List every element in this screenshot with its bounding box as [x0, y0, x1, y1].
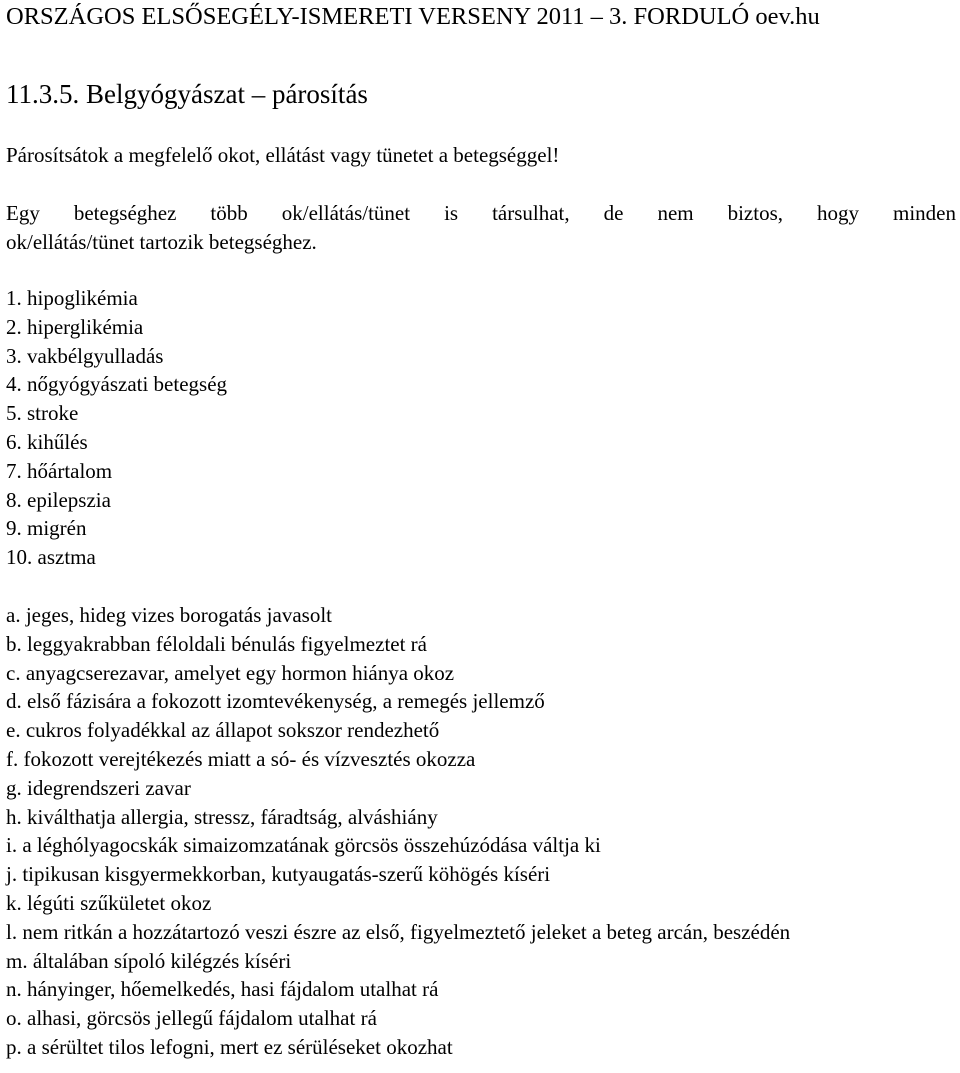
disease-item: 8. epilepszia [6, 487, 111, 512]
description-item: b. leggyakrabban féloldali bénulás figyelmeztet rá [6, 631, 427, 656]
disease-item: 4. nőgyógyászati betegség [6, 372, 228, 397]
description-item: a. jeges, hideg vizes borogatás javasolt [6, 603, 332, 627]
description-item: f. fokozott verejtékezés miatt a só- és vízvesztés okozza [6, 746, 476, 771]
instruction-text: Párosítsátok a megfelelő okot, ellátást vagy tünetet a betegséggel! [6, 143, 560, 167]
description-item: l. nem ritkán a hozzátartozó veszi észre az első, figyelmeztető jeleket a beteg arcán, beszédén [6, 919, 791, 944]
description-item: d. első fázisára a fokozott izomtevékenység, a remegés jellemző [6, 689, 545, 714]
disease-item: 10. asztma [6, 545, 96, 570]
disease-list [6, 284, 227, 572]
disease-item: 9. migrén [6, 516, 87, 541]
description-item: o. alhasi, görcsös jellegű fájdalom utalhat rá [6, 1006, 377, 1031]
description-item: p. a sérültet tilos lefogni, mert ez sérüléseket okozhat [6, 1034, 453, 1059]
disease-item: 5. stroke [6, 401, 79, 426]
instruction-note-line-1: Egy betegséghez több ok/ellátás/tünet is társulhat, de nem biztos, hogy minden [6, 201, 956, 225]
description-item: m. általában sípoló kilégzés kíséri [6, 948, 292, 973]
description-item: k. légúti szűkületet okoz [6, 890, 212, 915]
description-item: i. a léghólyagocskák simaizomzatának görcsös összehúzódása váltja ki [6, 833, 601, 858]
description-item: h. kiválthatja allergia, stressz, fáradtság, alváshiány [6, 804, 438, 829]
description-item: g. idegrendszeri zavar [6, 775, 191, 800]
description-item: n. hányinger, hőemelkedés, hasi fájdalom utalhat rá [6, 977, 439, 1002]
description-item: j. tipikusan kisgyermekkorban, kutyaugatás-szerű köhögés kíséri [6, 862, 551, 887]
section-title: 11.3.5. Belgyógyászat – párosítás [6, 79, 368, 109]
disease-item: 6. kihűlés [6, 429, 88, 454]
disease-item: 7. hőártalom [6, 458, 113, 483]
page-header: ORSZÁGOS ELSŐSEGÉLY-ISMERETI VERSENY 2011 – 3. FORDULÓ oev.hu [6, 3, 820, 30]
instruction-note [6, 199, 956, 257]
description-list [6, 601, 790, 1062]
description-item: c. anyagcserezavar, amelyet egy hormon hiánya okoz [6, 660, 455, 685]
disease-item: 2. hiperglikémia [6, 314, 144, 339]
disease-item: 3. vakbélgyulladás [6, 343, 164, 368]
disease-item: 1. hipoglikémia [6, 286, 138, 310]
instruction-note-line-2: ok/ellátás/tünet tartozik betegséghez. [6, 230, 317, 254]
description-item: e. cukros folyadékkal az állapot sokszor rendezhető [6, 718, 440, 743]
